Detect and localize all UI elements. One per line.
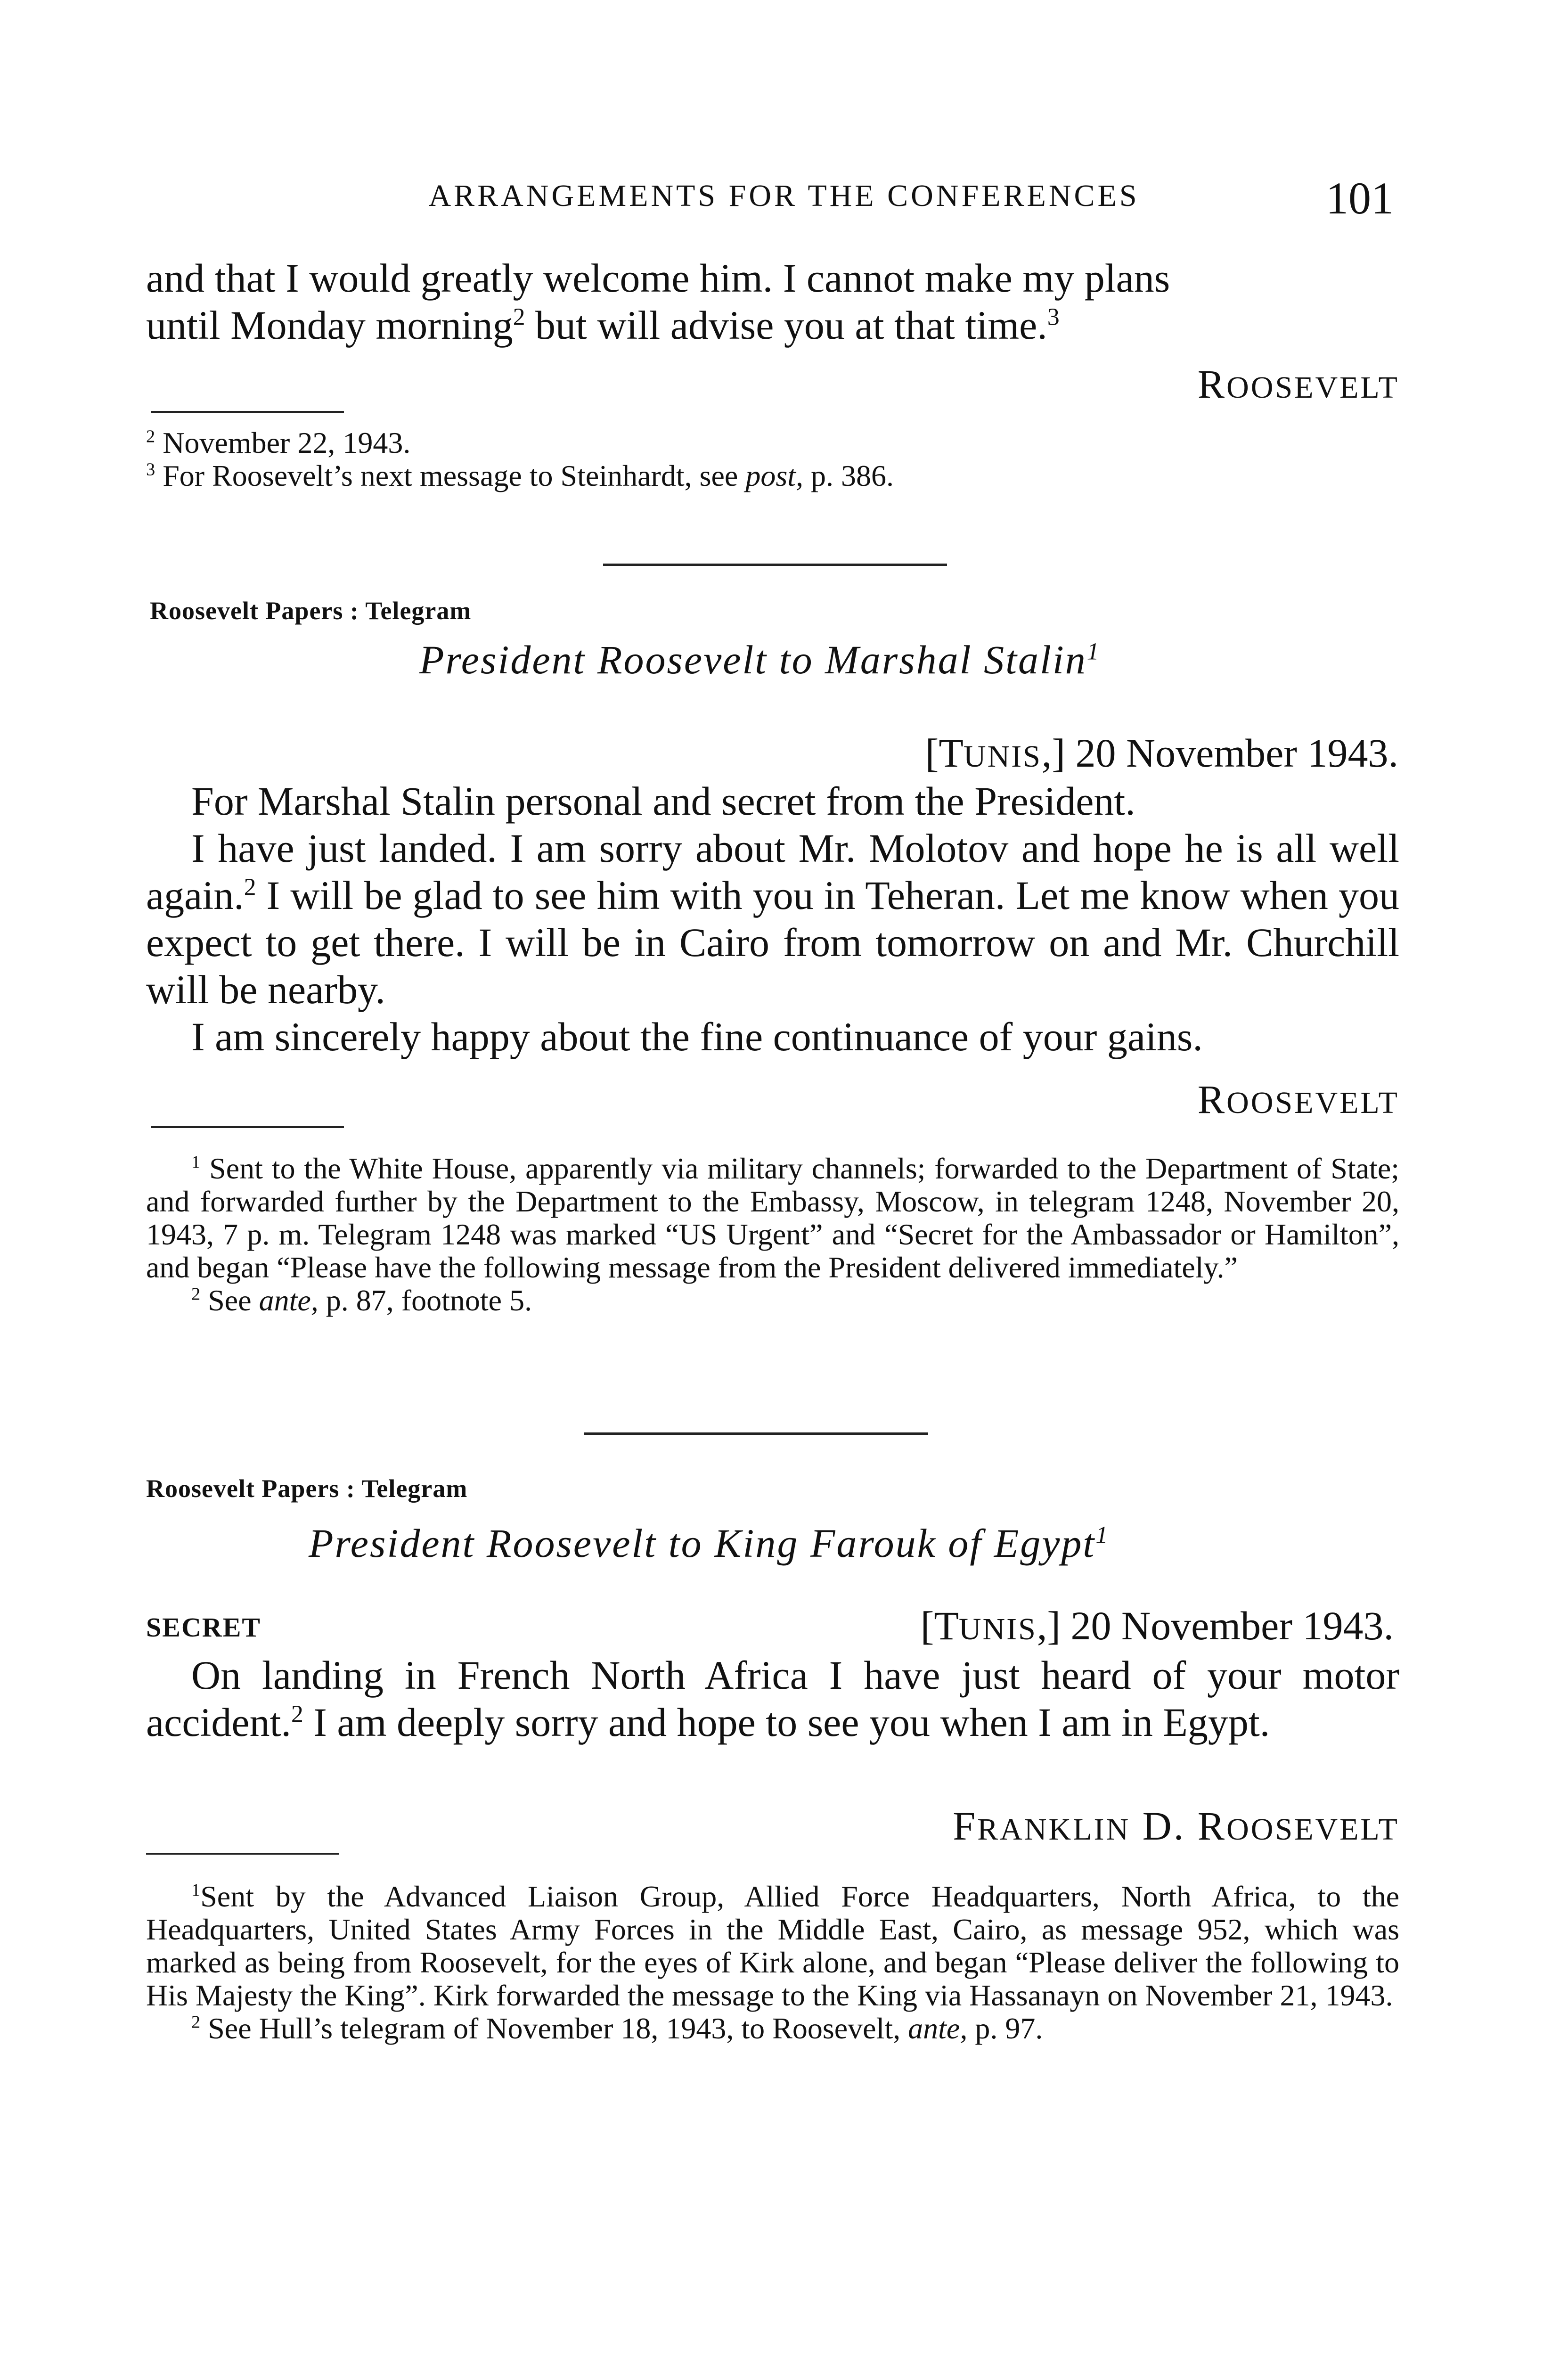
- footnote-2: $^2$ November 22, 1943.: [146, 426, 411, 459]
- footnote-rule: [146, 1853, 339, 1855]
- source-line: Roosevelt Papers : Telegram: [146, 1474, 468, 1503]
- page-number: 101: [1326, 173, 1394, 223]
- paragraph: I have just landed. I am sorry about Mr. Molotov and hope he is all well again.$^2$ I will be glad to see him with you in Teheran. Let me know when you expect to get there. I will be in Cairo from tomorrow on and Mr. Churchill will be nearby.: [146, 826, 1399, 1012]
- signature: FRANKLIN D. ROOSEVELT: [953, 1803, 1399, 1849]
- footnote-2: $^2$ See ante, p. 87, footnote 5.: [191, 1284, 532, 1317]
- signature: ROOSEVELT: [1197, 361, 1399, 407]
- message-body: [146, 1652, 1399, 1746]
- footnote-rule: [151, 1126, 344, 1128]
- continuation-line-1: and that I would greatly welcome him. I cannot make my plans: [146, 255, 1170, 301]
- footnote-ref: 2: [513, 303, 525, 331]
- footnotes: [146, 1880, 1399, 2045]
- document-title: President Roosevelt to King Farouk of Egypt$^1$: [309, 1521, 1110, 1566]
- section-separator: [584, 1432, 928, 1435]
- signature: ROOSEVELT: [1197, 1077, 1399, 1122]
- continuation-text: [146, 254, 1399, 349]
- message-body: [146, 777, 1399, 1060]
- footnotes: [146, 1152, 1399, 1317]
- footnote-ref: 3: [1047, 303, 1060, 331]
- section-separator: [603, 564, 947, 566]
- classification-mark: SECRET: [146, 1612, 261, 1643]
- document-title: President Roosevelt to Marshal Stalin$^1$: [419, 637, 1101, 682]
- footnotes: [146, 426, 1399, 492]
- footnote-ref: 2: [291, 1701, 303, 1728]
- footnote-ref: 2: [244, 874, 256, 901]
- dateline: [TUNIS,] 20 November 1943.: [920, 1603, 1394, 1648]
- paragraph: I am sincerely happy about the fine continuance of your gains.: [191, 1014, 1203, 1059]
- paragraph: On landing in French North Africa I have just heard of your motor accident.$^2$ I am deeply sorry and hope to see you when I am in Egypt.: [146, 1652, 1399, 1745]
- footnote-rule: [151, 411, 344, 413]
- source-line: Roosevelt Papers : Telegram: [150, 597, 472, 625]
- footnote-1: $^1$ Sent to the White House, apparently via military channels; forwarded to the Department of State; and forwarded further by the Department to the Embassy, Moscow, in telegram 1248, November 20, 1943, 7 p. m. Telegram 1248 was marked “US Urgent” and “Secret for the Ambassador or Hamilton”, and began “Please have the following message from the President delivered immediately.”: [146, 1152, 1399, 1284]
- footnote-1: $^1$Sent by the Advanced Liaison Group, Allied Force Headquarters, North Africa, to the Headquarters, United States Army Forces in the Middle East, Cairo, as message 952, which was marked as being from Roosevelt, for the eyes of Kirk alone, and began “Please deliver the following to His Majesty the King”. Kirk forwarded the message to the King via Hassanayn on November 21, 1943.: [146, 1880, 1399, 2012]
- dateline: [TUNIS,] 20 November 1943.: [925, 730, 1398, 776]
- footnote-2: $^2$ See Hull’s telegram of November 18, 1943, to Roosevelt, ante, p. 97.: [191, 2012, 1043, 2045]
- paragraph: For Marshal Stalin personal and secret from the President.: [191, 778, 1135, 824]
- continuation-line-2: until Monday morning$^2$ but will advise you at that time.$^3$: [146, 303, 1060, 348]
- running-head: ARRANGEMENTS FOR THE CONFERENCES: [428, 179, 1140, 213]
- footnote-3: $^3$ For Roosevelt’s next message to Steinhardt, see post, p. 386.: [146, 459, 894, 492]
